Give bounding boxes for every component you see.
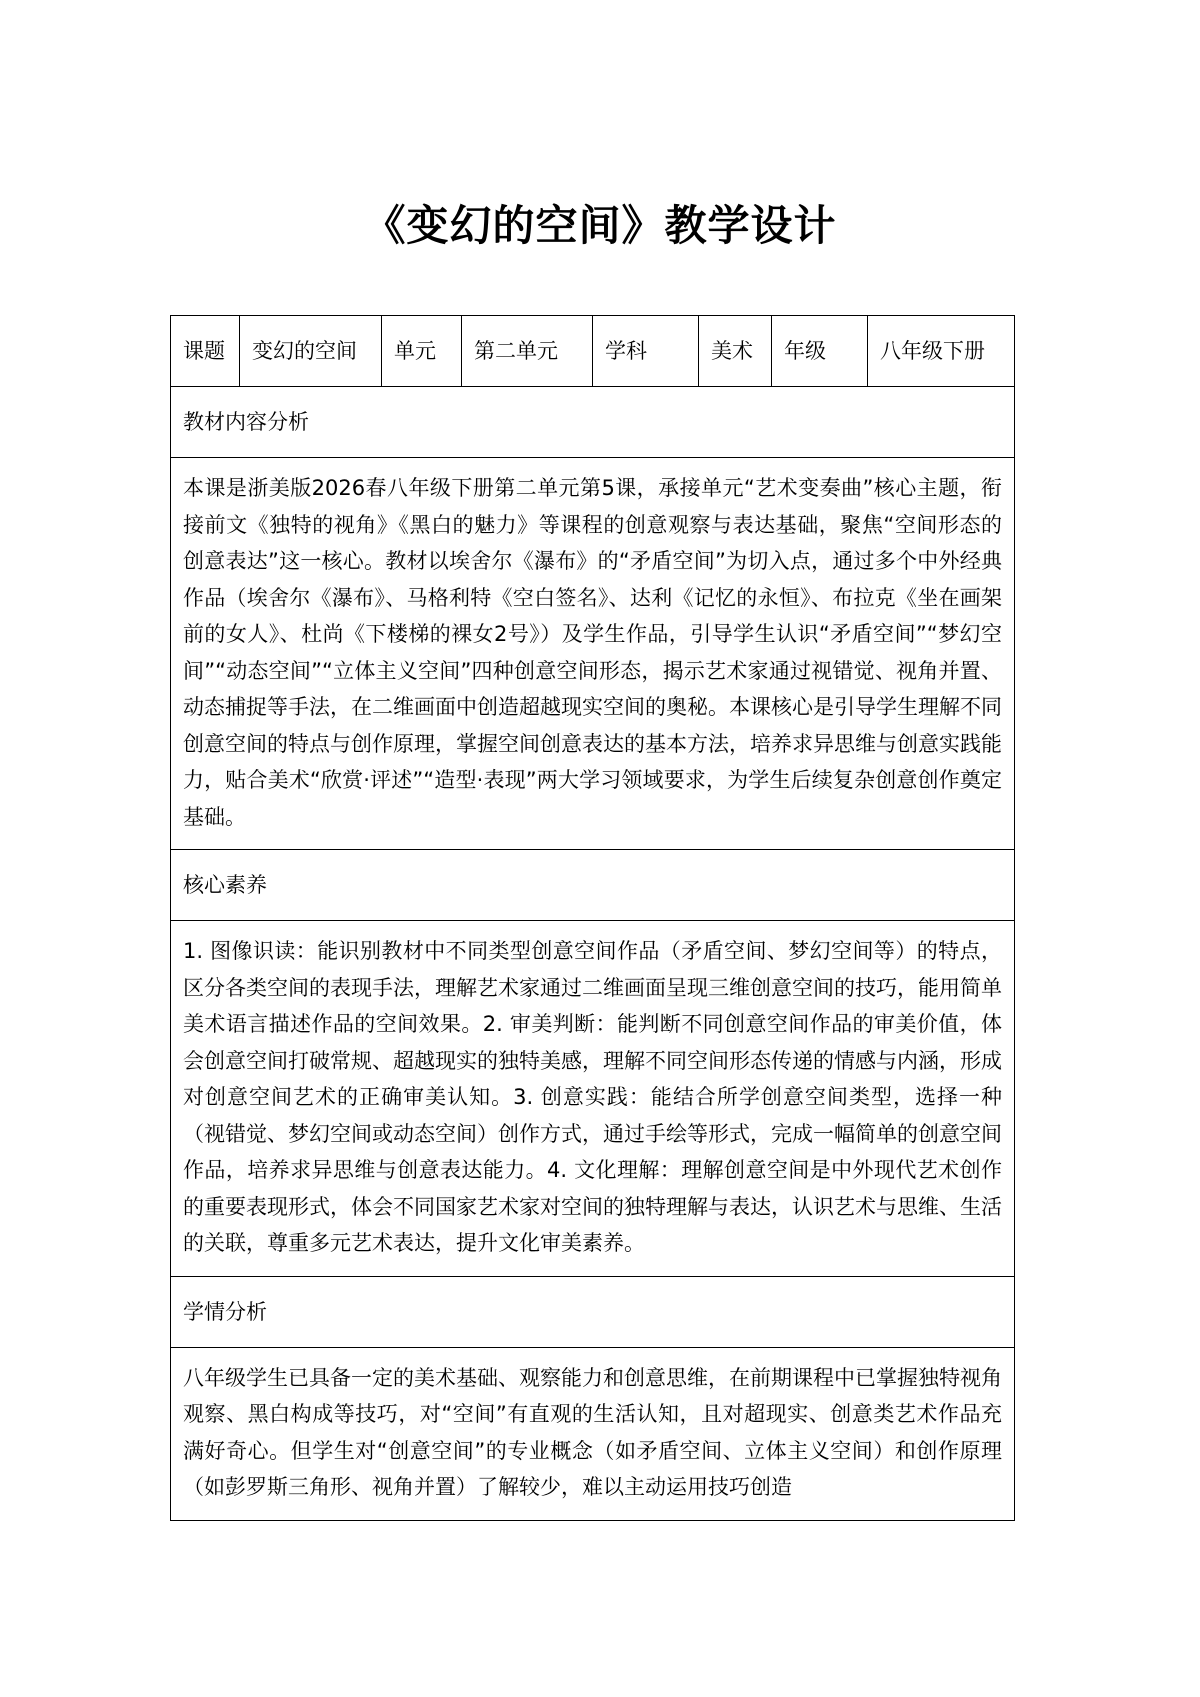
document-title: 《变幻的空间》教学设计 [363,201,837,250]
subject-label: 学科 [593,316,699,387]
student-analysis-body: 八年级学生已具备一定的美术基础、观察能力和创意思维，在前期课程中已掌握独特视角观察、黑白构成等技巧，对“空间”有直观的生活认知，且对超现实、创意类艺术作品充满好奇心。但学生对“创意空间”的专业概念（如矛盾空间、立体主义空间）和创作原理（如彭罗斯三角形、视角并置）了解较少，难以主动运用技巧创造 [171,1347,1015,1520]
textbook-analysis-heading: 教材内容分析 [171,387,1015,458]
subject-value: 美术 [699,316,772,387]
textbook-analysis-body: 本课是浙美版2026春八年级下册第二单元第5课，承接单元“艺术变奏曲”核心主题，衔接前文《独特的视角》《黑白的魅力》等课程的创意观察与表达基础，聚焦“空间形态的创意表达”这一核心。教材以埃舍尔《瀑布》的“矛盾空间”为切入点，通过多个中外经典作品（埃舍尔《瀑布》、马格利特《空白签名》、达利《记忆的永恒》、布拉克《坐在画架前的女人》、杜尚《下楼梯的裸女2号》）及学生作品，引导学生认识“矛盾空间”“梦幻空间”“动态空间”“立体主义空间”四种创意空间形态，揭示艺术家通过视错觉、视角并置、动态捕捉等手法，在二维画面中创造超越现实空间的奥秘。本课核心是引导学生理解不同创意空间的特点与创作原理，掌握空间创意表达的基本方法，培养求异思维与创意实践能力，贴合美术“欣赏·评述”“造型·表现”两大学习领域要求，为学生后续复杂创意创作奠定基础。 [171,458,1015,850]
unit-label: 单元 [382,316,462,387]
core-literacy-heading: 核心素养 [171,850,1015,921]
grade-value: 八年级下册 [868,316,1015,387]
student-analysis-heading: 学情分析 [171,1276,1015,1347]
topic-label: 课题 [171,316,240,387]
unit-value: 第二单元 [462,316,593,387]
section-body-row [171,921,1015,1277]
section-heading-row [171,387,1015,458]
info-row [171,316,1015,387]
topic-value: 变幻的空间 [240,316,382,387]
section-body-row [171,1347,1015,1520]
grade-label: 年级 [772,316,868,387]
section-heading-row [171,1276,1015,1347]
section-heading-row [171,850,1015,921]
core-literacy-body: 1. 图像识读：能识别教材中不同类型创意空间作品（矛盾空间、梦幻空间等）的特点，区分各类空间的表现手法，理解艺术家通过二维画面呈现三维创意空间的技巧，能用简单美术语言描述作品的空间效果。2. 审美判断：能判断不同创意空间作品的审美价值，体会创意空间打破常规、超越现实的独特美感，理解不同空间形态传递的情感与内涵，形成对创意空间艺术的正确审美认知。3. 创意实践：能结合所学创意空间类型，选择一种（视错觉、梦幻空间或动态空间）创作方式，通过手绘等形式，完成一幅简单的创意空间作品，培养求异思维与创意表达能力。4. 文化理解：理解创意空间是中外现代艺术创作的重要表现形式，体会不同国家艺术家对空间的独特理解与表达，认识艺术与思维、生活的关联，尊重多元艺术表达，提升文化审美素养。 [171,921,1015,1277]
section-body-row [171,458,1015,850]
lesson-design-table [170,315,1015,1521]
